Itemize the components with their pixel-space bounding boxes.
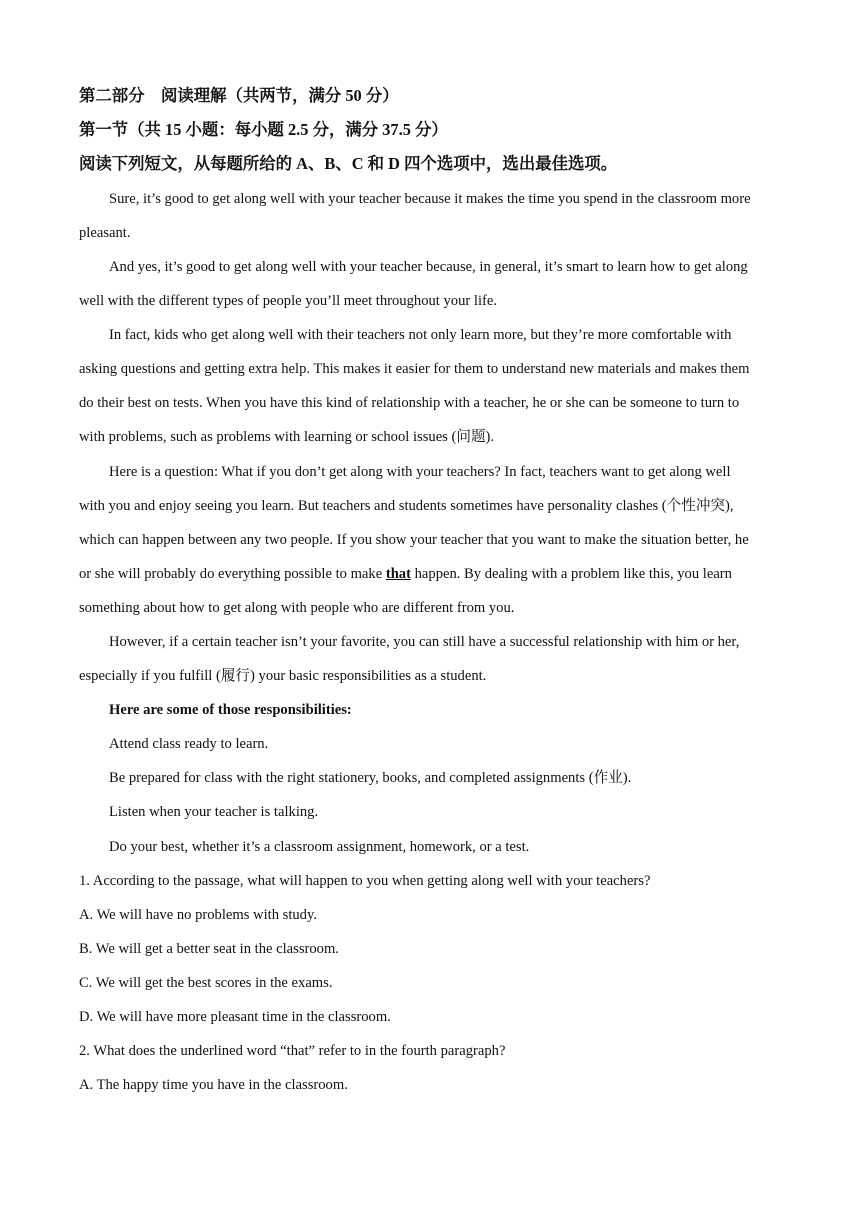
passage-p5-line2: especially if you fulfill (履行) your basic responsibilities as a student. <box>79 668 487 684</box>
part-heading: 第二部分 阅读理解（共两节，满分 50 分） <box>79 86 399 105</box>
passage-p3-line1: In fact, kids who get along well with their teachers not only learn more, but they’re more comfortable with <box>109 327 732 343</box>
passage-p4-line1: Here is a question: What if you don’t get along with your teachers? In fact, teachers want to get along well <box>109 464 731 480</box>
responsibility-item: Listen when your teacher is talking. <box>109 804 319 820</box>
question-1-stem: 1. According to the passage, what will happen to you when getting along well with your teachers? <box>79 873 651 889</box>
passage-p4-line4 <box>79 564 732 584</box>
passage-p3-line3: do their best on tests. When you have this kind of relationship with a teacher, he or she can be someone to turn to <box>79 395 740 411</box>
passage-p5-line1: However, if a certain teacher isn’t your favorite, you can still have a successful relationship with him or her, <box>109 634 740 650</box>
passage-p2-line2: well with the different types of people you’ll meet throughout your life. <box>79 293 497 309</box>
passage-p1-line1: Sure, it’s good to get along well with your teacher because it makes the time you spend in the classroom more <box>109 191 751 207</box>
question-2-option-a: A. The happy time you have in the classroom. <box>79 1077 348 1093</box>
responsibility-item: Do your best, whether it’s a classroom assignment, homework, or a test. <box>109 839 530 855</box>
question-1-option-d: D. We will have more pleasant time in the classroom. <box>79 1009 391 1025</box>
passage-p3-line2: asking questions and getting extra help. This makes it easier for them to understand new materials and makes them <box>79 361 750 377</box>
underlined-word-that: that <box>385 566 411 582</box>
passage-p4-line2: with you and enjoy seeing you learn. But teachers and students sometimes have personality clashes (个性冲突), <box>79 498 734 514</box>
question-1-option-b: B. We will get a better seat in the classroom. <box>79 941 339 957</box>
instruction-heading: 阅读下列短文，从每题所给的 A、B、C 和 D 四个选项中，选出最佳选项。 <box>79 154 618 173</box>
passage-p2-line1: And yes, it’s good to get along well with your teacher because, in general, it’s smart to learn how to get along <box>109 259 748 275</box>
passage-p3-line4: with problems, such as problems with learning or school issues (问题). <box>79 429 495 445</box>
responsibilities-title: Here are some of those responsibilities: <box>109 702 352 718</box>
question-1-option-c: C. We will get the best scores in the exams. <box>79 975 333 991</box>
question-1-option-a: A. We will have no problems with study. <box>79 907 317 923</box>
passage-p1-line2: pleasant. <box>79 225 131 241</box>
section-heading: 第一节（共 15 小题：每小题 2.5 分，满分 37.5 分） <box>79 120 448 139</box>
question-2-stem: 2. What does the underlined word “that” refer to in the fourth paragraph? <box>79 1043 506 1059</box>
responsibility-item: Attend class ready to learn. <box>109 736 269 752</box>
passage-p4-line3: which can happen between any two people. If you show your teacher that you want to make the situation better, he <box>79 532 749 548</box>
p4-line4-before: or she will probably do everything possible to make <box>79 566 386 582</box>
responsibility-item: Be prepared for class with the right stationery, books, and completed assignments (作业). <box>109 770 632 786</box>
passage-p4-line5: something about how to get along with people who are different from you. <box>79 600 515 616</box>
p4-line4-after: happen. By dealing with a problem like this, you learn <box>410 566 732 582</box>
